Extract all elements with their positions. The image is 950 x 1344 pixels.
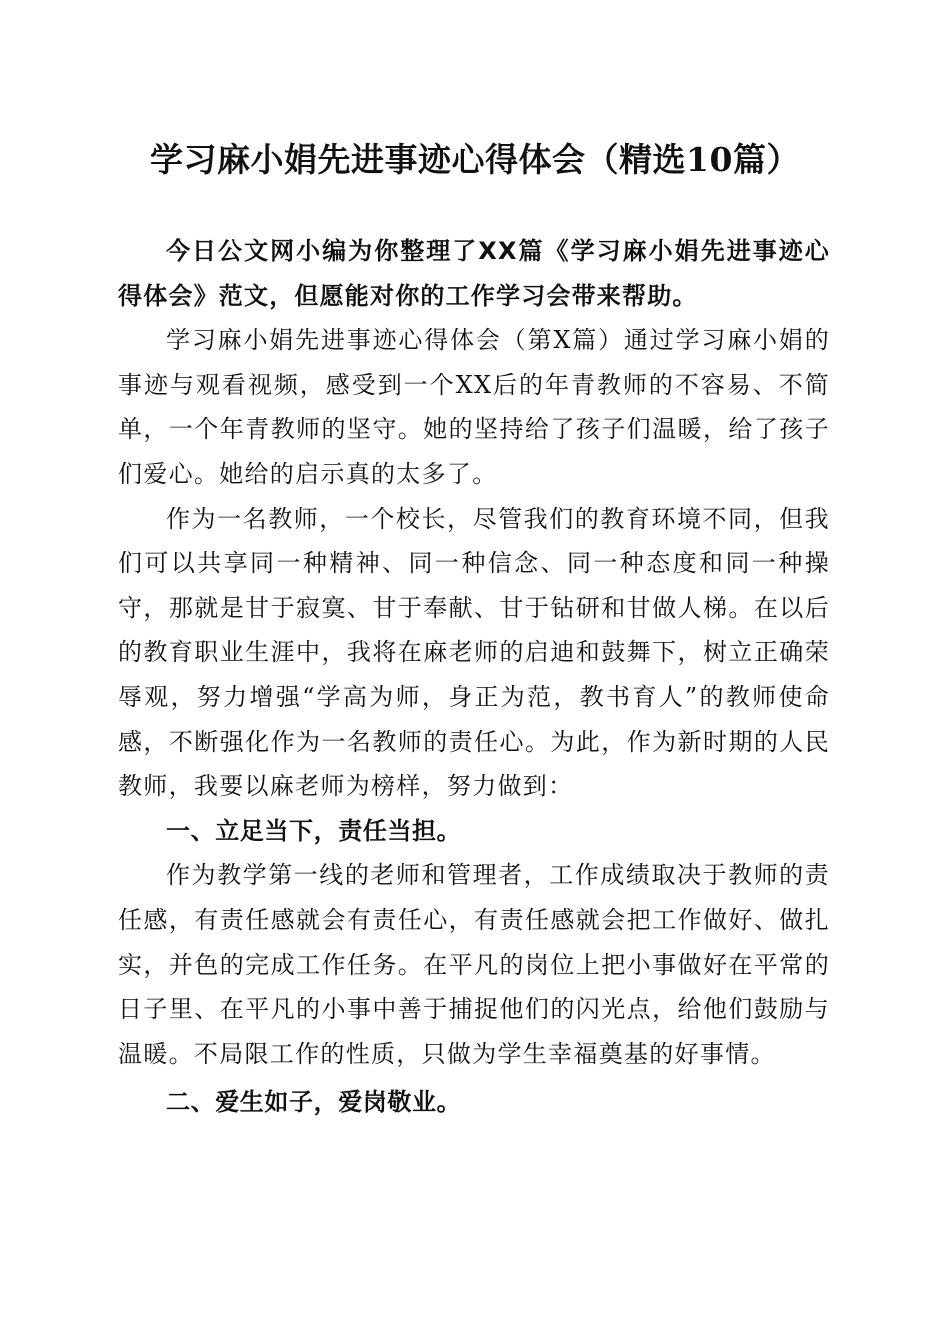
body-paragraph-1: 学习麻小娟先进事迹心得体会（第X篇）通过学习麻小娟的事迹与观看视频，感受到一个XX后的年青教师的不容易、不简单，一个年青教师的坚守。她的坚持给了孩子们温暖，给了孩子们爱心。她给的启示真的太多了。	[118, 326, 830, 488]
document-body	[118, 229, 830, 1125]
intro-paragraph: 今日公文网小编为你整理了XX篇《学习麻小娟先进事迹心得体会》范文，但愿能对你的工作学习会带来帮助。	[118, 237, 830, 310]
body-paragraph-2: 作为一名教师，一个校长，尽管我们的教育环境不同，但我们可以共享同一种精神、同一种信念、同一种态度和同一种操守，那就是甘于寂寞、甘于奉献、甘于钻研和甘做人梯。在以后的教育职业生涯中，我将在麻老师的启迪和鼓舞下，树立正确荣辱观，努力增强“学高为师，身正为范，教书育人”的教师使命感，不断强化作为一名教师的责任心。为此，作为新时期的人民教师，我要以麻老师为榜样，努力做到：	[118, 504, 830, 801]
document-title: 学习麻小娟先进事迹心得体会（精选10篇）	[150, 140, 800, 179]
section-heading-2: 二、爱生如子，爱岗敬业。	[166, 1088, 462, 1117]
body-paragraph-3: 作为教学第一线的老师和管理者，工作成绩取决于教师的责任感，有责任感就会有责任心，有责任感就会把工作做好、做扎实，并色的完成工作任务。在平凡的岗位上把小事做好在平常的日子里、在平凡的小事中善于捕捉他们的闪光点，给他们鼓励与温暖。不局限工作的性质，只做为学生幸福奠基的好事情。	[118, 861, 830, 1068]
section-heading-1: 一、立足当下，责任当担。	[166, 816, 462, 845]
